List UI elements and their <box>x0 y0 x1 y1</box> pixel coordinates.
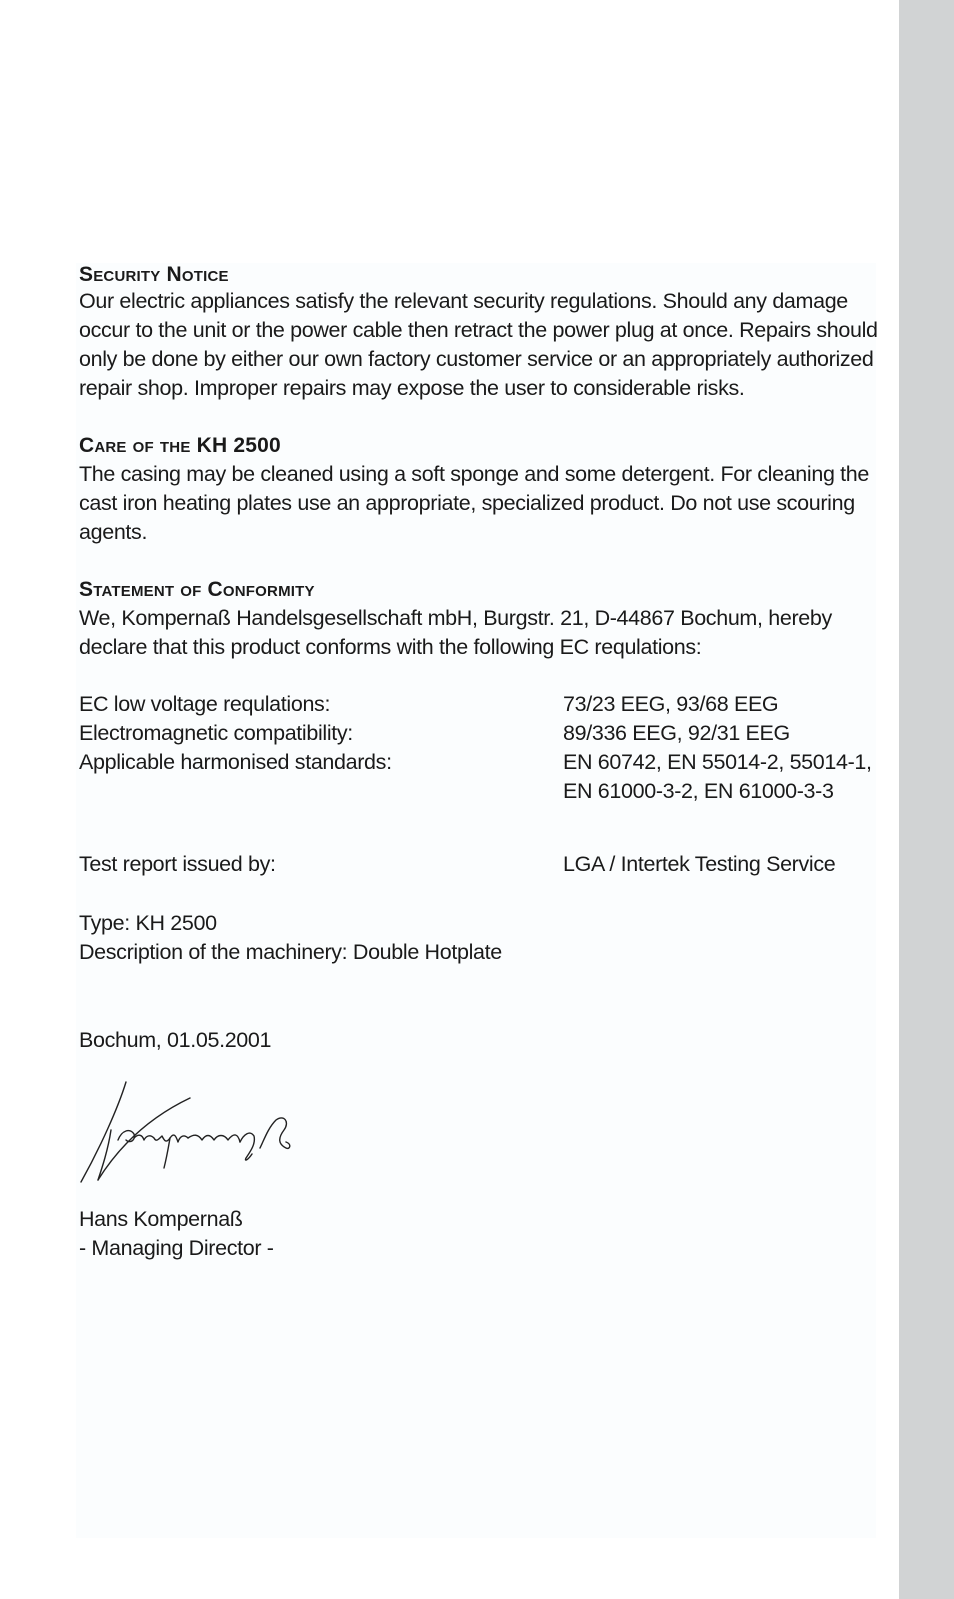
security-notice-text: Our electric appliances satisfy the relevant security regulations. Should any damage occur to the unit or the power cable then retract the power plug at once. Repairs should only be done by either our own factory customer service or an appropriately authorized repair shop. Improper repairs may expose the user to considerable risks. <box>79 289 878 400</box>
conformity-body <box>79 604 879 662</box>
test-report-label: Test report issued by: <box>79 852 276 876</box>
regulation-value: EN 60742, EN 55014-2, 55014-1, <box>563 750 872 774</box>
conformity-text: We, Kompernaß Handelsgesellschaft mbH, Burgstr. 21, D-44867 Bochum, hereby declare that this product conforms with the following EC requlations: <box>79 606 832 659</box>
care-body <box>79 460 879 547</box>
care-text: The casing may be cleaned using a soft sponge and some detergent. For cleaning the cast iron heating plates use an appropriate, specialized product. Do not use scouring agents. <box>79 462 870 544</box>
place-date: Bochum, 01.05.2001 <box>79 1028 272 1052</box>
regulation-label: EC low voltage requlations: <box>79 692 331 716</box>
regulation-value: 73/23 EEG, 93/68 EEG <box>563 692 779 716</box>
conformity-heading: Statement of Conformity <box>79 578 315 601</box>
regulation-label: Applicable harmonised standards: <box>79 750 392 774</box>
description-line: Description of the machinery: Double Hotplate <box>79 940 502 964</box>
regulation-label: Electromagnetic compatibility: <box>79 721 353 745</box>
signature-image <box>78 1078 338 1188</box>
care-heading-prefix: Care of the <box>79 434 191 457</box>
security-notice-heading: Security Notice <box>79 263 229 286</box>
test-report-value: LGA / Intertek Testing Service <box>563 852 836 876</box>
security-notice-body <box>79 287 879 403</box>
care-heading <box>79 433 281 459</box>
signatory-name: Hans Kompernaß <box>79 1207 243 1231</box>
right-sidebar-strip <box>899 0 954 1599</box>
care-heading-model: KH 2500 <box>190 434 281 457</box>
signatory-title: - Managing Director - <box>79 1236 274 1260</box>
regulation-value: EN 61000-3-2, EN 61000-3-3 <box>563 779 834 803</box>
type-line: Type: KH 2500 <box>79 911 217 935</box>
regulation-value: 89/336 EEG, 92/31 EEG <box>563 721 790 745</box>
